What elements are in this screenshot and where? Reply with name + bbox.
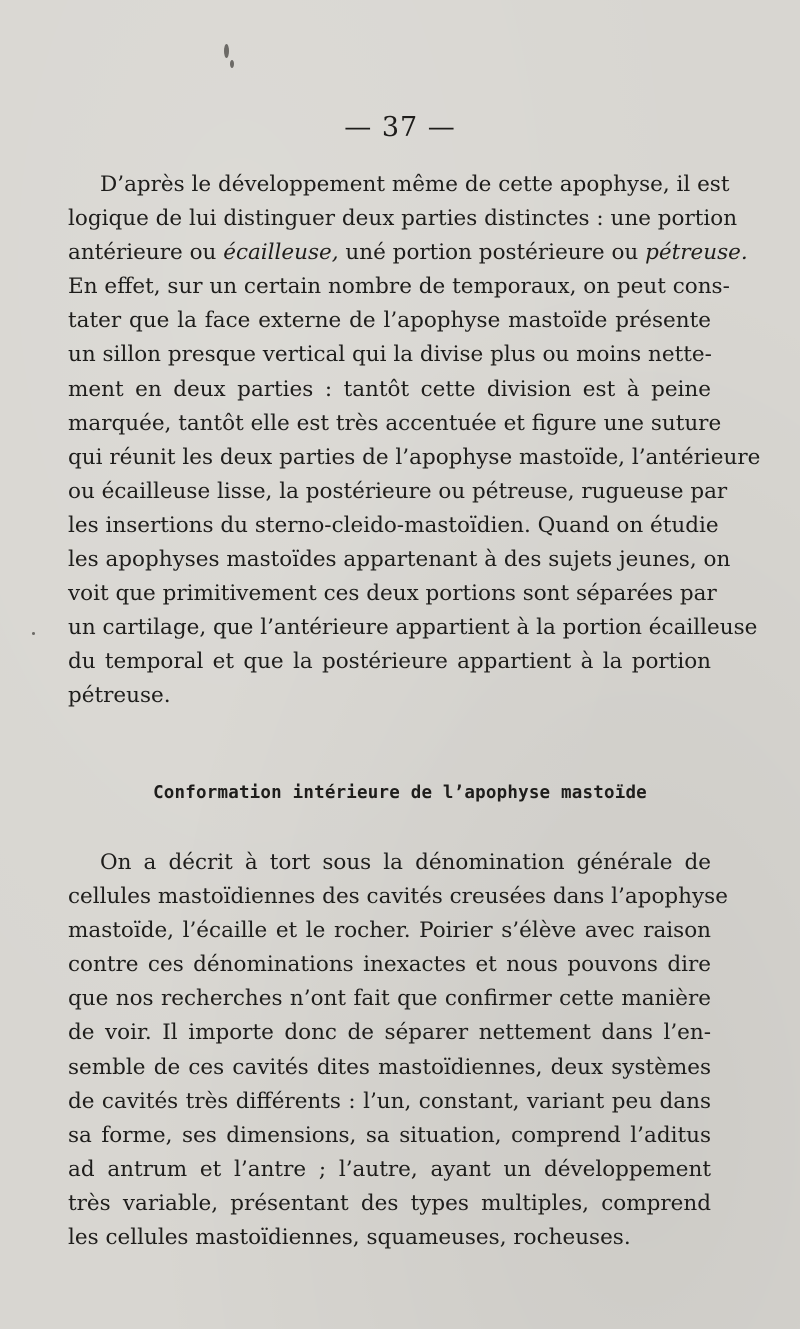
text-run: que nos recherches n’ont fait que confirmer cette manière [68,986,711,1012]
section-heading: Conformation intérieure de l’apophyse mastoïde [153,783,647,803]
text-run: semble de ces cavités dites mastoïdiennes, deux systèmes [68,1054,711,1080]
ink-speck [32,632,35,635]
text-run: qui réunit les deux parties de l’apophyse mastoïde, l’antérieure [68,444,761,470]
text-run: très variable, présentant des types multiples, comprend [68,1190,711,1216]
text-run: mastoïde, l’écaille et le rocher. Poirier s’élève avec raison [68,918,711,944]
paragraph-apophyse-portions [68,168,761,714]
text-run: les apophyses mastoïdes appartenant à des sujets jeunes, on [68,547,731,573]
text-line [68,373,711,407]
text-line [68,270,730,304]
text-run: les insertions du sterno-cleido-mastoïdien. Quand on étudie [68,512,719,538]
ink-speck [224,44,229,58]
text-line [68,1153,711,1187]
text-run: uné portion postérieure ou [338,240,646,266]
text-run: du temporal et que la postérieure appartient à la portion [68,649,711,675]
paragraph-cavites-mastoidiennes [68,846,728,1255]
text-run: pétreuse. [68,683,171,709]
text-line [68,1119,711,1153]
text-run: antérieure ou [68,240,224,266]
text-line [68,304,711,338]
text-run: logique de lui distinguer deux parties distinctes : une portion [68,206,738,232]
text-run: D’après le développement même de cette apophyse, il est [100,172,730,197]
text-line [68,543,731,577]
text-run: de voir. Il importe donc de séparer nettement dans l’en- [68,1020,711,1046]
text-run: contre ces dénominations inexactes et nous pouvons dire [68,952,711,978]
page-number: — 37 — [344,112,456,143]
text-run: En effet, sur un certain nombre de temporaux, on peut cons- [68,274,730,300]
text-run: ment en deux parties : tantôt cette division est à peine [68,376,711,402]
text-run: un sillon presque vertical qui la divise plus ou moins nette- [68,342,712,368]
emphasized-term: pétreuse. [645,240,748,266]
text-line [68,1221,711,1255]
text-line [68,948,711,982]
text-run: de cavités très différents : l’un, constant, variant peu dans [68,1088,711,1114]
text-line [68,1016,711,1050]
text-line [68,611,758,645]
text-run: les cellules mastoïdiennes, squameuses, rocheuses. [68,1225,631,1251]
ink-speck [230,60,234,68]
text-line [68,577,717,611]
text-run: un cartilage, que l’antérieure appartient à la portion écailleuse [68,615,758,641]
text-line [68,982,711,1016]
text-line [68,236,748,270]
text-line [68,202,738,236]
text-line [68,168,730,202]
text-run: marquée, tantôt elle est très accentuée et figure une suture [68,410,722,436]
emphasized-term: écailleuse, [223,240,339,266]
text-run: tater que la face externe de l’apophyse mastoïde présente [68,308,711,334]
text-line [68,1051,711,1085]
text-run: voit que primitivement ces deux portions sont séparées par [68,581,717,607]
text-run: On a décrit à tort sous la dénomination générale de [100,850,711,875]
text-line [68,880,728,914]
text-line [68,679,711,713]
text-line [68,407,722,441]
text-line [68,1085,711,1119]
text-line [68,846,711,880]
text-run: ad antrum et l’antre ; l’autre, ayant un développement [68,1156,711,1182]
text-line [68,645,711,679]
text-line [68,441,761,475]
text-run: cellules mastoïdiennes des cavités creusées dans l’apophyse [68,884,728,910]
text-line [68,1187,711,1221]
text-line [68,338,711,372]
text-run: ou écailleuse lisse, la postérieure ou pétreuse, rugueuse par [68,478,728,504]
text-line [68,914,711,948]
text-line [68,475,728,509]
text-run: sa forme, ses dimensions, sa situation, comprend l’aditus [68,1122,711,1148]
text-line [68,509,719,543]
